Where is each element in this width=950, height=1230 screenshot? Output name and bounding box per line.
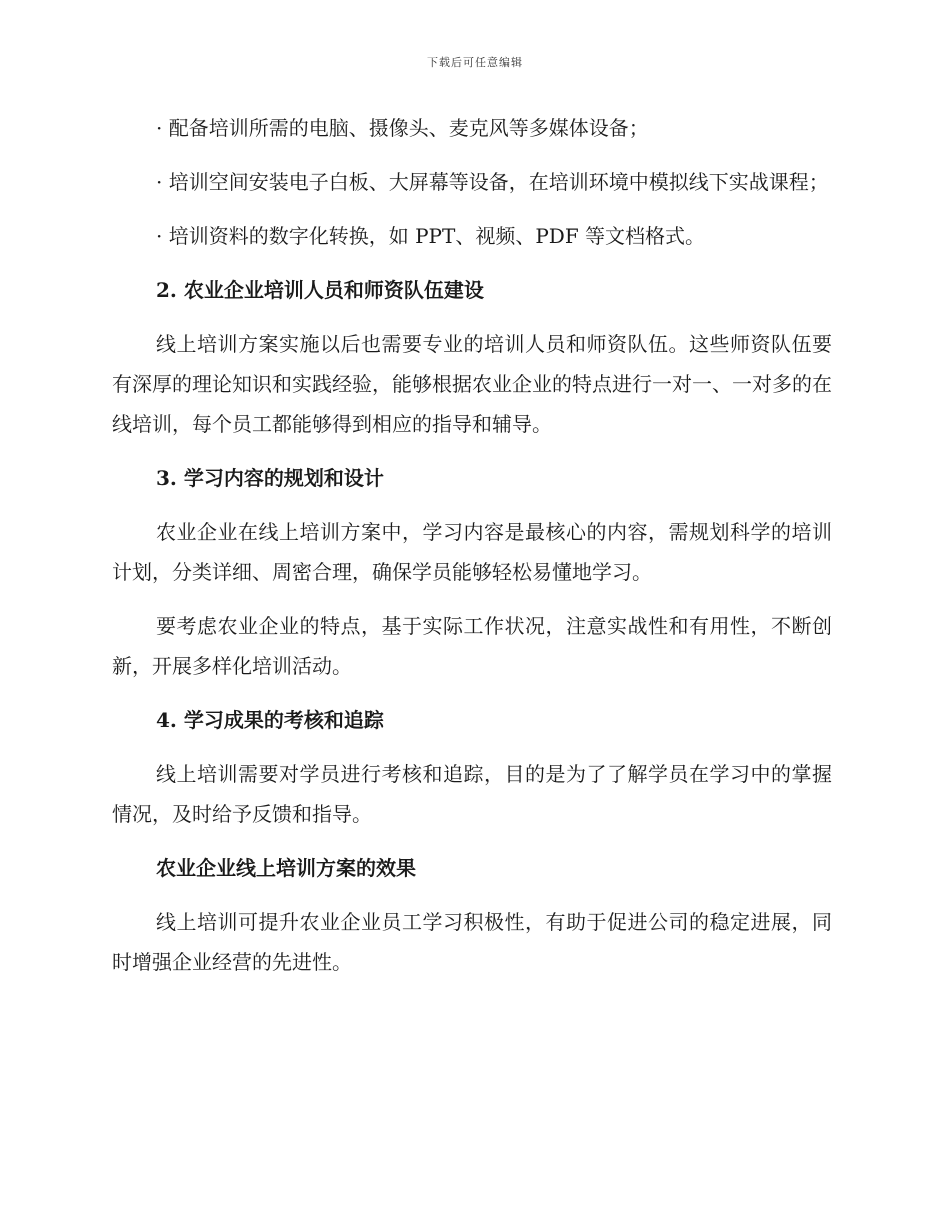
paragraph-content-planning: 农业企业在线上培训方案中，学习内容是最核心的内容，需规划科学的培训计划，分类详细、周密合理，确保学员能够轻松易懂地学习。 [112,520,832,584]
document-body [112,108,832,996]
section-heading-assessment: 4. 学习成果的考核和追踪 [156,708,384,732]
bullet-training-space: · 培训空间安装电子白板、大屏幕等设备，在培训环境中模拟线下实战课程； [156,170,829,194]
section-heading-trainers: 2. 农业企业培训人员和师资队伍建设 [156,278,484,302]
paragraph-assessment: 线上培训需要对学员进行考核和追踪，目的是为了了解学员在学习中的掌握情况，及时给予反馈和指导。 [112,762,832,826]
section-heading-effects: 农业企业线上培训方案的效果 [156,856,416,880]
paragraph-content-features: 要考虑农业企业的特点，基于实际工作状况，注意实战性和有用性，不断创新，开展多样化培训活动。 [112,614,832,678]
section-heading-content-planning: 3. 学习内容的规划和设计 [156,466,384,490]
paragraph-effects: 线上培训可提升农业企业员工学习积极性，有助于促进公司的稳定进展，同时增强企业经营的先进性。 [112,910,832,974]
page-header: 下载后可任意编辑 [427,56,523,69]
bullet-digitization: · 培训资料的数字化转换，如 PPT、视频、PDF 等文档格式。 [156,224,706,248]
paragraph-trainers: 线上培训方案实施以后也需要专业的培训人员和师资队伍。这些师资队伍要有深厚的理论知识和实践经验，能够根据农业企业的特点进行一对一、一对多的在线培训，每个员工都能够得到相应的指导和辅导。 [112,332,832,436]
bullet-multimedia-equipment: · 配备培训所需的电脑、摄像头、麦克风等多媒体设备； [156,116,649,140]
